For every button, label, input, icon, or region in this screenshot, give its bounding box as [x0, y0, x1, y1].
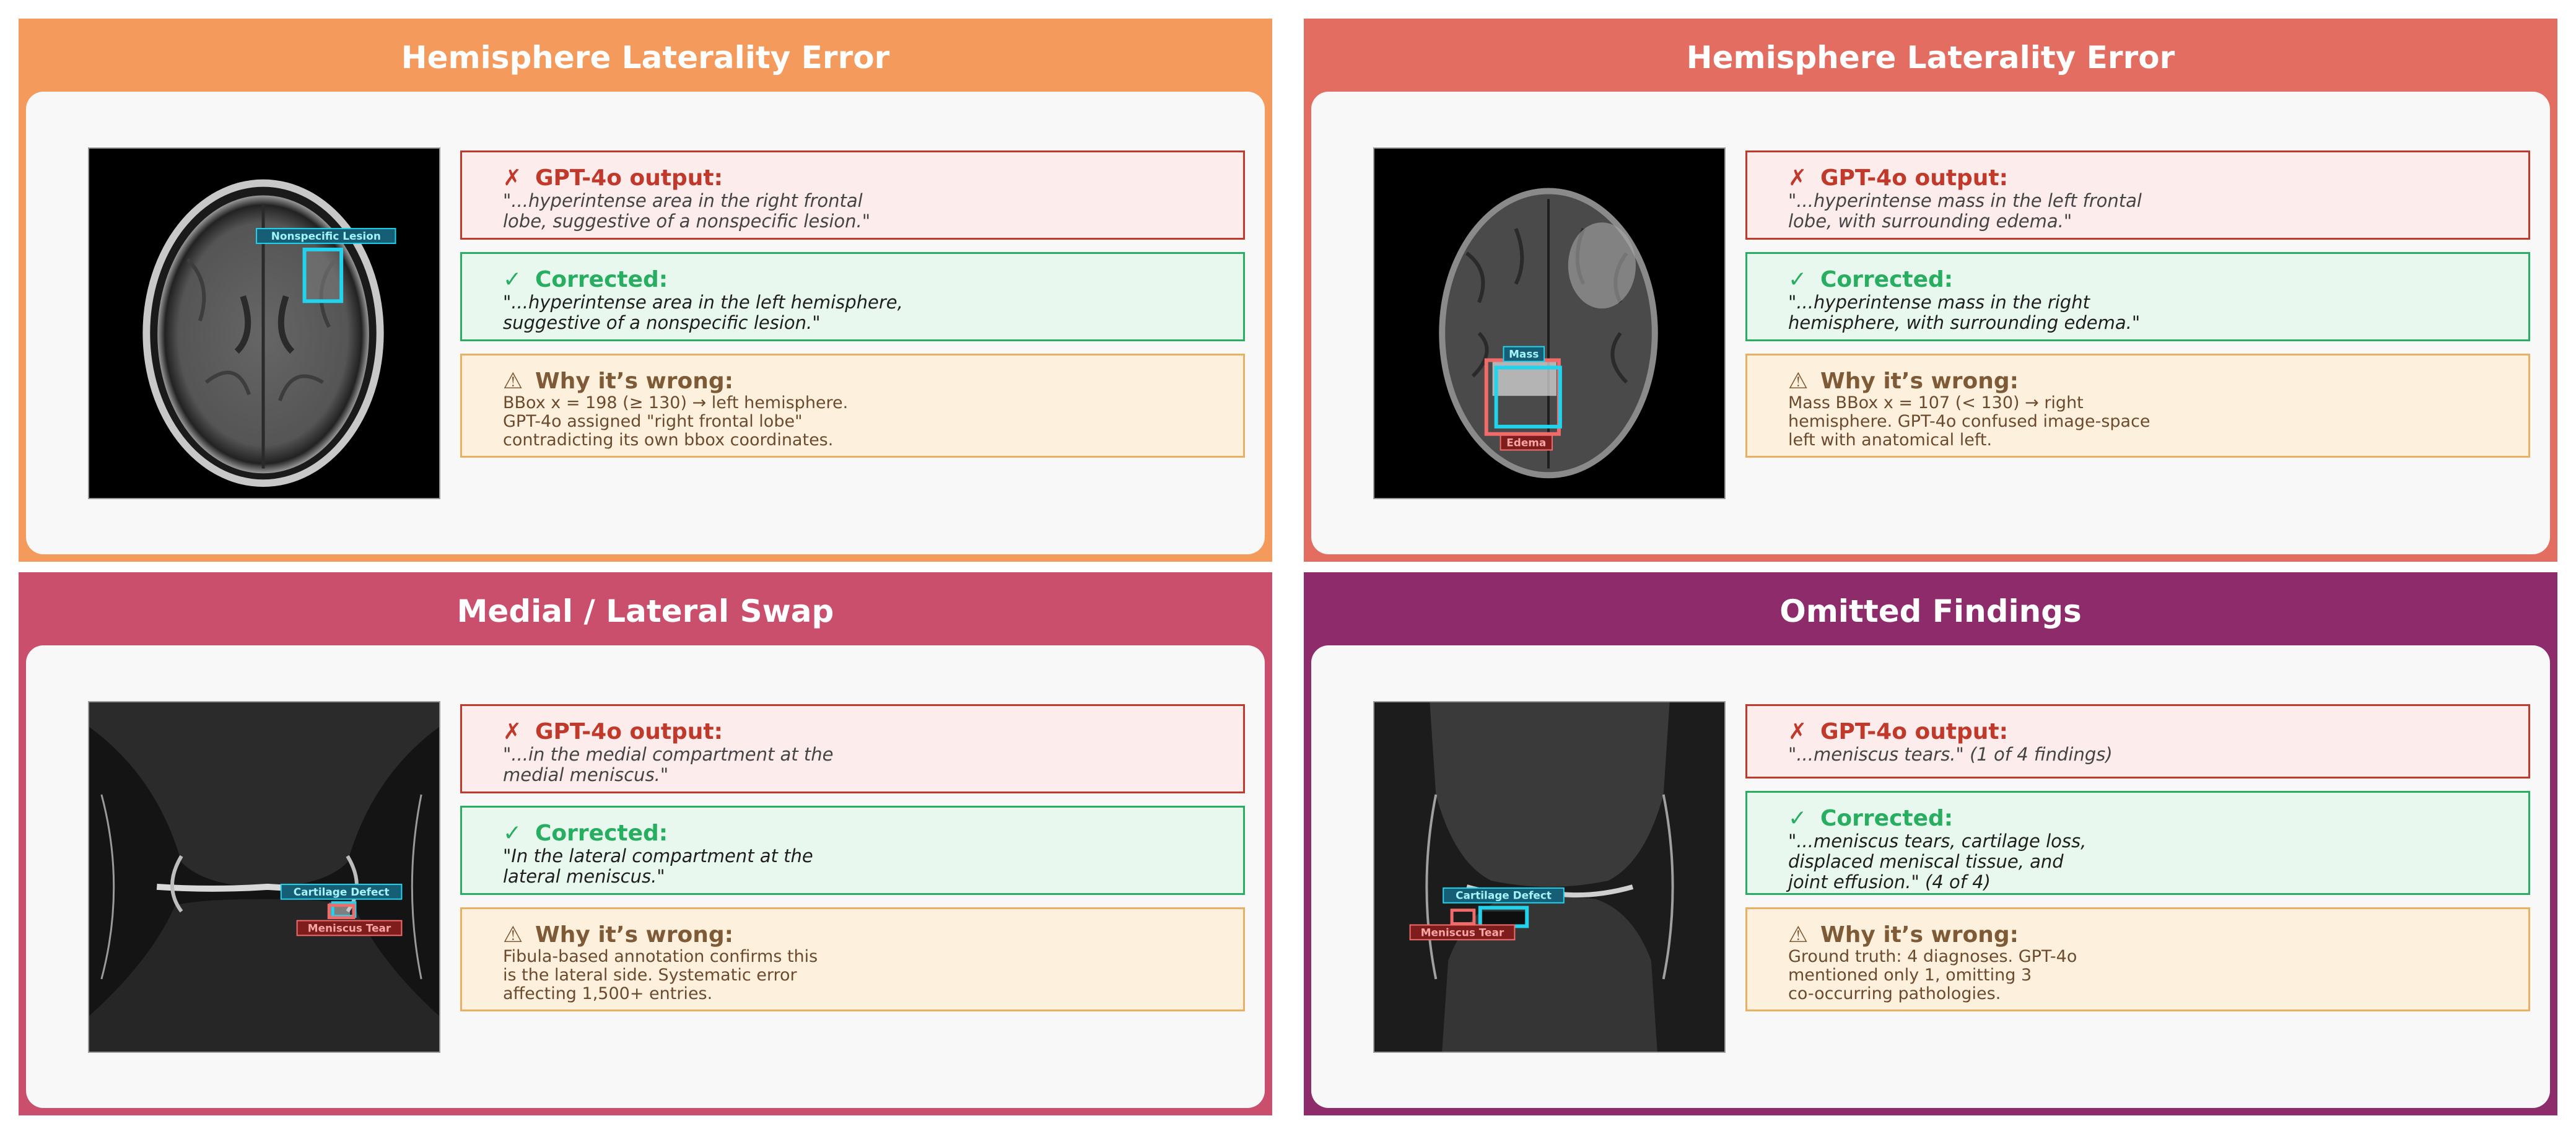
label-edema: Edema [1506, 436, 1547, 449]
why-wrong-heading: Why it’s wrong: [1820, 369, 2019, 394]
why-wrong-box [1745, 907, 2530, 1011]
panel-medial-lateral-swap [19, 572, 1272, 1115]
label-nonspecific-lesion: Nonspecific Lesion [271, 229, 381, 242]
panel-title: Medial / Lateral Swap [456, 593, 834, 629]
gpt-output-box [460, 704, 1245, 793]
gpt-output-heading: GPT-4o output: [1820, 719, 2009, 744]
label-meniscus-tear: Meniscus Tear [1420, 926, 1504, 939]
why-wrong-heading: Why it’s wrong: [1820, 922, 2019, 948]
label-meniscus-tear: Meniscus Tear [307, 922, 391, 935]
why-wrong-text: BBox x = 198 (≥ 130) → left hemisphere. GPT-4o assigned "right frontal lobe" contradicting its own bbox coordinates. [503, 393, 849, 450]
warning-icon: ⚠ [1788, 369, 1809, 394]
mri-brain-image [88, 147, 440, 499]
corrected-heading: Corrected: [1820, 806, 1954, 831]
panel-omitted-findings [1304, 572, 2557, 1115]
corrected-box [460, 252, 1245, 341]
corrected-text: "...hyperintense area in the left hemisphere, suggestive of a nonspecific lesion." [503, 292, 903, 333]
gpt-output-heading: GPT-4o output: [535, 165, 723, 191]
check-icon: ✓ [503, 267, 522, 292]
why-wrong-heading: Why it’s wrong: [535, 922, 734, 948]
findings-count: (1 of 4 findings) [1970, 744, 2113, 765]
panel-title: Omitted Findings [1779, 593, 2082, 629]
gpt-output-text: "...hyperintense area in the right frontal lobe, suggestive of a nonspecific lesion." [503, 190, 871, 232]
corrected-text: "...meniscus tears, cartilage loss, displaced meniscal tissue, and joint effusion." [1788, 831, 2087, 892]
why-wrong-box [460, 907, 1245, 1011]
gpt-output-heading: GPT-4o output: [535, 719, 723, 744]
corrected-box [1745, 252, 2530, 341]
corrected-heading: Corrected: [1820, 267, 1954, 292]
panel-title: Hemisphere Laterality Error [1686, 40, 2175, 76]
corrected-heading: Corrected: [535, 267, 668, 292]
panel-content [26, 92, 1265, 554]
corrected-heading: Corrected: [535, 821, 668, 846]
gpt-output-box [460, 150, 1245, 240]
panel-hemisphere-laterality-1 [19, 19, 1272, 562]
gpt-output-box [1745, 150, 2530, 240]
check-icon: ✓ [1788, 267, 1807, 292]
corrected-text: "...hyperintense mass in the right hemisphere, with surrounding edema." [1788, 292, 2141, 333]
panel-content [1311, 645, 2550, 1108]
error-x-icon: ✗ [1788, 165, 1807, 191]
why-wrong-text: Mass BBox x = 107 (< 130) → right hemisphere. GPT-4o confused image-space left with anatomical left. [1788, 393, 2150, 450]
gpt-output-text: "...in the medial compartment at the medial meniscus." [503, 744, 834, 785]
why-wrong-text: Ground truth: 4 diagnoses. GPT-4o mentioned only 1, omitting 3 co-occurring pathologies. [1788, 947, 2077, 1003]
corrected-box [460, 806, 1245, 895]
why-wrong-box [460, 354, 1245, 458]
mri-knee-scan-2 [1374, 702, 1724, 1052]
why-wrong-text: Fibula-based annotation confirms this is the lateral side. Systematic error affecting 1,500+ entries. [503, 947, 818, 1003]
label-cartilage-defect: Cartilage Defect [293, 885, 390, 898]
panel-content [26, 645, 1265, 1108]
mri-brain-scan-1 [89, 149, 439, 498]
check-icon: ✓ [1788, 806, 1807, 831]
gpt-output-heading: GPT-4o output: [1820, 165, 2009, 191]
gpt-output-text: "...meniscus tears." [1788, 744, 1964, 765]
mri-knee-image [88, 701, 440, 1053]
mri-brain-scan-2 [1374, 149, 1724, 498]
warning-icon: ⚠ [503, 922, 523, 948]
mri-brain-image [1373, 147, 1726, 499]
gpt-output-text: "...hyperintense mass in the left frontal lobe, with surrounding edema." [1788, 190, 2142, 232]
warning-icon: ⚠ [503, 369, 523, 394]
mri-knee-image [1373, 701, 1726, 1053]
mri-knee-scan-1 [89, 702, 439, 1052]
label-cartilage-defect: Cartilage Defect [1456, 889, 1552, 902]
error-x-icon: ✗ [503, 719, 522, 744]
warning-icon: ⚠ [1788, 922, 1809, 948]
check-icon: ✓ [503, 821, 522, 846]
corrected-box [1745, 791, 2530, 895]
error-x-icon: ✗ [1788, 719, 1807, 744]
panel-title: Hemisphere Laterality Error [401, 40, 890, 76]
why-wrong-box [1745, 354, 2530, 458]
panel-content [1311, 92, 2550, 554]
error-x-icon: ✗ [503, 165, 522, 191]
corrected-count: (4 of 4) [1925, 871, 1991, 892]
gpt-output-box [1745, 704, 2530, 779]
panel-hemisphere-laterality-2 [1304, 19, 2557, 562]
label-mass: Mass [1509, 347, 1539, 360]
why-wrong-heading: Why it’s wrong: [535, 369, 734, 394]
corrected-text: "In the lateral compartment at the lateral meniscus." [503, 845, 813, 887]
